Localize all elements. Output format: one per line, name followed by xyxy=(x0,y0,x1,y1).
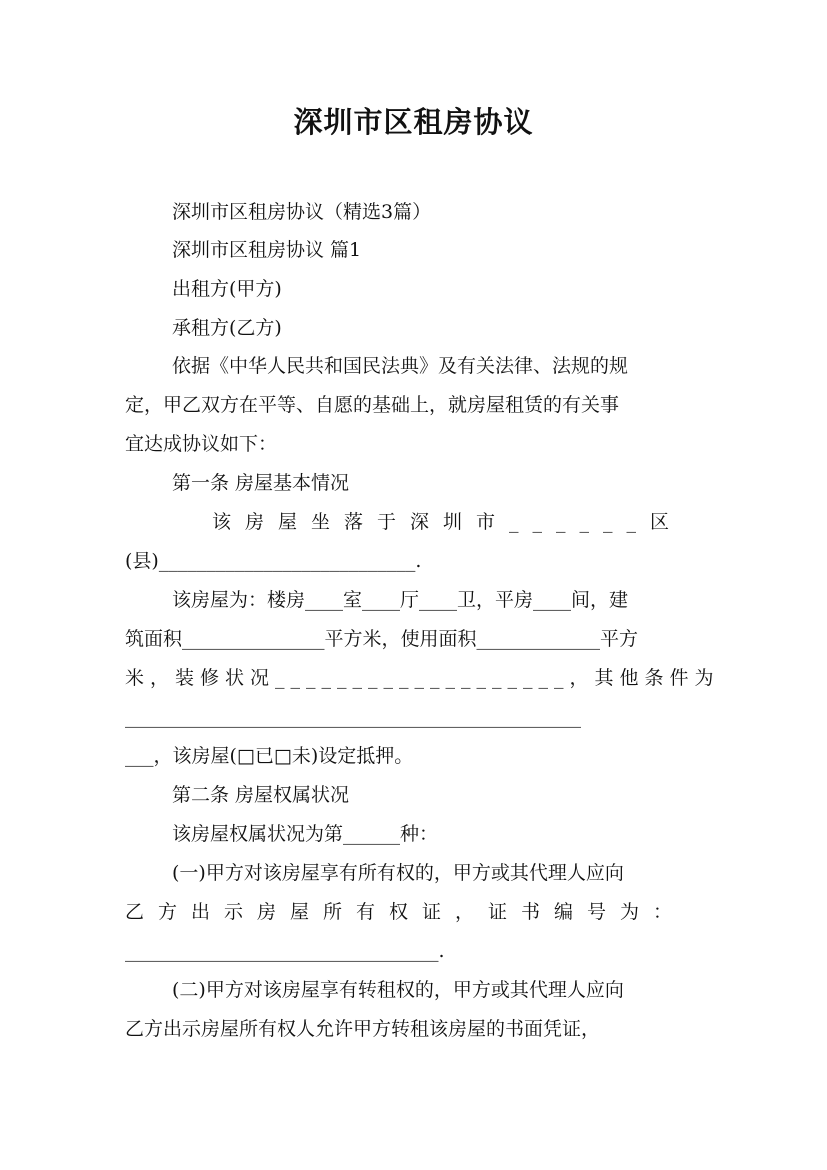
text-line: 宜达成协议如下： xyxy=(125,433,278,455)
document-title: 深圳市区租房协议 xyxy=(293,105,534,139)
text-line: 乙方出示房屋所有权人允许甲方转租该房屋的书面凭证， xyxy=(125,1018,601,1040)
text-line: 该房屋权属状况为第______种： xyxy=(172,823,439,845)
text-line: 承租方(乙方) xyxy=(172,317,282,339)
text-line: 乙方出示房屋所有权证，证书编号为： xyxy=(125,901,687,923)
text-line: 深圳市区租房协议 篇1 xyxy=(172,239,362,261)
text-line: 依据《中华人民共和国民法典》及有关法律、法规的规 xyxy=(172,355,629,377)
text-line: 出租方(甲方) xyxy=(172,278,282,300)
text-line: 该房屋坐落于深圳市______区 xyxy=(212,511,684,533)
text-line: 该房屋为：楼房____室____厅____卫，平房____间，建 xyxy=(172,589,629,611)
text-line: (一)甲方对该房屋享有所有权的，甲方或其代理人应向 xyxy=(172,862,624,884)
text-line: (二)甲方对该房屋享有转租权的，甲方或其代理人应向 xyxy=(172,979,624,1001)
text-line: ___，该房屋(□已□未)设定抵押。 xyxy=(125,745,414,767)
text-line: 米，装修状况___________________，其他条件为 xyxy=(125,667,720,689)
text-line: 深圳市区租房协议（精选3篇） xyxy=(172,201,432,223)
section-heading: 第一条 房屋基本情况 xyxy=(172,472,350,494)
text-line: 筑面积_______________平方米，使用面积_____________平方 xyxy=(125,628,639,650)
text-line: 定，甲乙双方在平等、自愿的基础上，就房屋租赁的有关事 xyxy=(125,394,620,416)
blank-line: ________________________________________________ xyxy=(125,706,581,728)
text-line: _________________________________. xyxy=(125,940,445,962)
section-heading: 第二条 房屋权属状况 xyxy=(172,784,350,806)
text-line: (县)___________________________. xyxy=(125,550,422,572)
